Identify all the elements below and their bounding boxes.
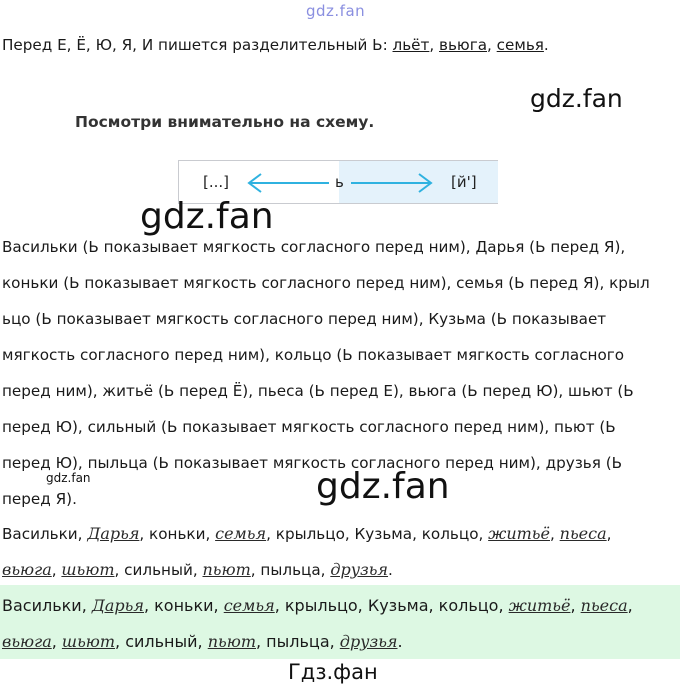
watermark-big: gdz.fan [140, 196, 274, 237]
rule-line [2, 35, 549, 55]
explanation-line: мягкость согласного перед ним), кольцо (Ь показывает мягкость согласного [2, 346, 625, 364]
answer-block [0, 585, 680, 659]
list-word: шьют [61, 560, 115, 579]
watermark-right: gdz.fan [530, 84, 623, 113]
scheme-soft-sign: ь [335, 173, 344, 191]
scheme-right-sound: [й'] [451, 173, 477, 191]
answer-word: Дарья [91, 596, 144, 615]
answer-word: семья [223, 596, 275, 615]
list-word: вьюга [2, 560, 52, 579]
answer-text: , сильный, [115, 632, 208, 651]
answer-word: пьют [207, 632, 256, 651]
answer-text: , коньки, [143, 596, 224, 615]
explanation-line: перед ним), житьё (Ь перед Ё), пьеса (Ь перед Е), вьюга (Ь перед Ю), шьют (Ь [2, 382, 634, 400]
list-text: , сильный, [114, 561, 203, 579]
explanation-line: перед Я). [2, 490, 77, 508]
answer-text: . [397, 632, 403, 651]
answer-word: шьют [61, 632, 116, 651]
word-list-line-1 [2, 524, 611, 544]
list-text: , коньки, [139, 525, 216, 543]
list-text: . [388, 561, 393, 579]
answer-word: друзья [339, 632, 398, 651]
rule-sep: , [429, 36, 440, 54]
watermark-top: gdz.fan [306, 2, 366, 20]
rule-word-1: льёт [392, 36, 430, 54]
answer-line-2 [2, 632, 403, 651]
answer-text: , крыльцо, Кузьма, кольцо, [274, 596, 509, 615]
answer-text: , [570, 596, 581, 615]
answer-text: , [627, 596, 633, 615]
list-text: , крыльцо, Кузьма, кольцо, [266, 525, 489, 543]
rule-word-2: вьюга [439, 36, 488, 54]
list-word: пьют [202, 560, 251, 579]
rule-end: . [543, 36, 549, 54]
explanation-line: коньки (Ь показывает мягкость согласного перед ним), семья (Ь перед Я), крыл [2, 274, 650, 292]
explanation-line: ьцо (Ь показывает мягкость согласного перед ним), Кузьма (Ь показывает [2, 310, 607, 328]
answer-word: пьеса [580, 596, 628, 615]
answer-text: Васильки, [2, 596, 92, 615]
explanation-line: перед Ю), сильный (Ь показывает мягкость согласного перед ним), пьют (Ь [2, 418, 616, 436]
watermark-big-2: gdz.fan [316, 466, 450, 507]
list-text: , [549, 525, 560, 543]
list-word: семья [215, 524, 267, 543]
answer-text: , пыльца, [256, 632, 340, 651]
answer-line-1 [2, 596, 633, 615]
rule-word-3: семья [496, 36, 544, 54]
list-text: Васильки, [2, 525, 88, 543]
list-text: , [51, 561, 62, 579]
list-word: житьё [488, 524, 550, 543]
answer-text: , [51, 632, 62, 651]
list-word: пьеса [559, 524, 607, 543]
list-text: , [606, 525, 612, 543]
watermark-small: gdz.fan [46, 471, 91, 485]
scheme-left-sound: [...] [203, 173, 230, 191]
list-word: Дарья [87, 524, 140, 543]
answer-word: вьюга [2, 632, 52, 651]
word-list-line-2 [2, 560, 393, 580]
list-text: , пыльца, [250, 561, 331, 579]
explanation-line: перед Ю), пыльца (Ь показывает мягкость согласного перед ним), друзья (Ь [2, 454, 623, 472]
rule-sep: , [487, 36, 497, 54]
answer-word: житьё [508, 596, 571, 615]
scheme-title: Посмотри внимательно на схему. [75, 113, 375, 131]
watermark-bottom: Гдз.фан [288, 660, 378, 684]
rule-text: Перед Е, Ё, Ю, Я, И пишется разделительный Ь: [2, 36, 393, 54]
list-word: друзья [330, 560, 389, 579]
explanation-line: Васильки (Ь показывает мягкость согласного перед ним), Дарья (Ь перед Я), [2, 238, 626, 256]
